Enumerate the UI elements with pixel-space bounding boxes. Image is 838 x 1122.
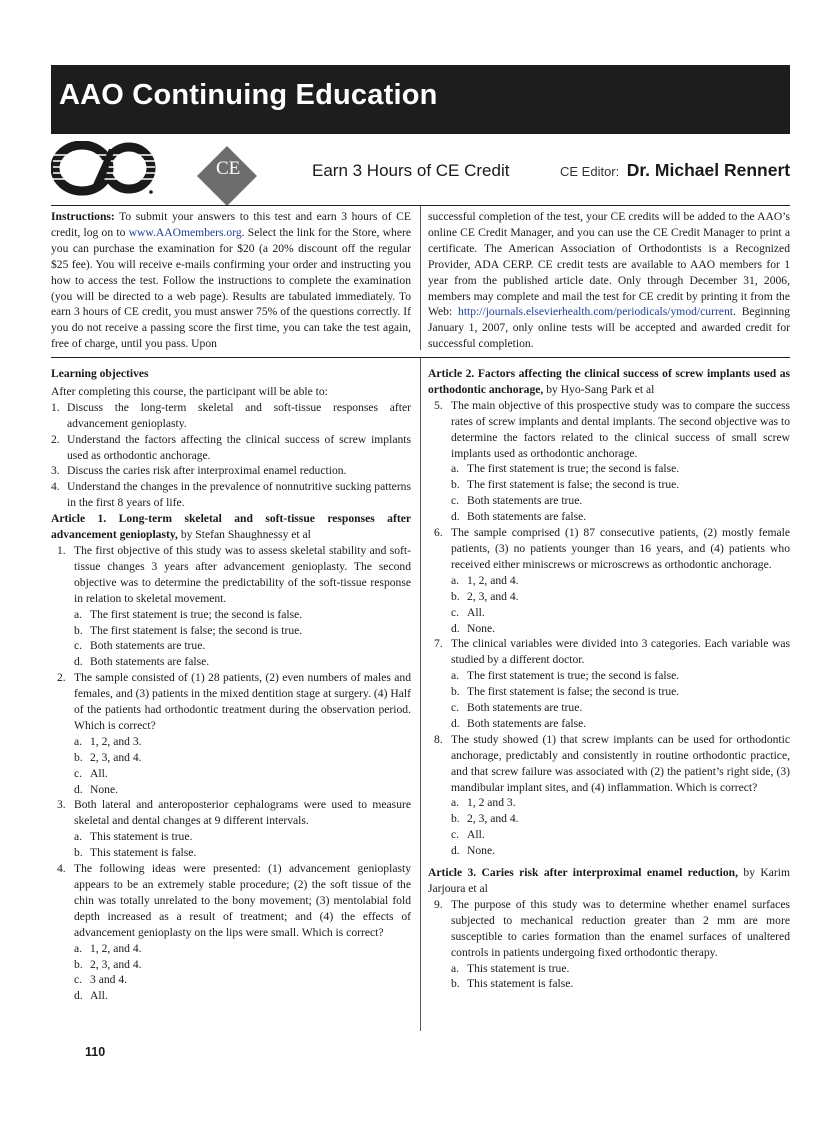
header-banner <box>51 65 790 134</box>
left-column <box>51 366 411 1004</box>
question-text: The purpose of this study was to determine whether enamel surfaces subjected to mechanical reduction greater than 2 mm are more susceptible to caries formation than the enamel surfaces of unaltered controls in patients undergoing fixed orthodontic therapy. <box>451 897 790 959</box>
answer-option: b. The first statement is false; the second is true. <box>451 685 680 699</box>
answer-option: d. None. <box>451 844 496 858</box>
objective-item: 4. Understand the changes in the prevalence of nonnutritive sucking patterns in the first 8 years of life. <box>51 480 411 510</box>
question-1: 1. The first objective of this study was to assess skeletal stability and soft-tissue changes 3 years after advancement genioplasty. The second objective was to determine the predictability of the soft-tissue response in relation to skeletal movement. a. The first statement is true; the second is false. b. The first statement is false; the second is true. c. Both statements are true. d. Both statements are false. <box>51 543 411 670</box>
ce-logo-c: CE <box>216 158 241 179</box>
question-6: 6. The sample comprised (1) 87 consecutive patients, (2) mostly female patients, (3) no patients younger than 16 years, and (4) patients who received either miniscrews or microscrews as orthodontic anchorage. a. 1, 2, and 4. b. 2, 3, and 4. c. All. d. None. <box>428 525 790 636</box>
answer-option: b. This statement is false. <box>451 977 574 991</box>
question-3: 3. Both lateral and anteroposterior cephalograms were used to measure skeletal and dental changes at 9 different intervals. a. This statement is true. b. This statement is false. <box>51 797 411 861</box>
answer-option: c. 3 and 4. <box>74 973 128 987</box>
answer-option: d. All. <box>74 989 108 1003</box>
answer-option: a. The first statement is true; the second is false. <box>74 607 303 621</box>
ce-editor <box>560 160 790 181</box>
article-3-authors: by Karim Jarjoura et al <box>428 866 790 895</box>
question-2: 2. The sample consisted of (1) 28 patients, (2) even numbers of males and females, and (3) patients in the mixed dentition stage at surgery. (4) Half of the patients had orthodontic treatment during the observation period. Which is correct? a. 1, 2, and 3. b. 2, 3, and 4. c. All. d. None. <box>51 670 411 797</box>
question-text: The study showed (1) that screw implants can be used for orthodontic anchorage, predictably and consistently in routine orthodontic practice, and that screw failure was associated with (2) the patient’s right side, (3) mandibular implant sites, and (4) inflammation. Which is correct? <box>451 732 790 794</box>
answer-option: a. 1, 2, and 4. <box>451 573 519 587</box>
answer-option: a. This statement is true. <box>451 961 570 975</box>
answer-option: a. 1, 2, and 4. <box>74 941 142 955</box>
article-3-heading <box>428 865 790 897</box>
answer-option: b. 2, 3, and 4. <box>74 750 142 764</box>
objective-item: 3. Discuss the caries risk after interproximal enamel reduction. <box>51 464 347 478</box>
answer-option: b. The first statement is false; the second is true. <box>451 478 680 492</box>
answer-option: c. Both statements are true. <box>451 701 583 715</box>
answer-option: d. Both statements are false. <box>451 510 587 524</box>
question-5: 5. The main objective of this prospective study was to compare the success rates of screw implants and dental implants. The second objective was to determine the factors related to the clinical success of small screw implants used as orthodontic anchorage. a. The first statement is true; the second is false. b. The first statement is false; the second is true. c. Both statements are true. d. Both statements are false. <box>428 398 790 525</box>
question-text: The sample consisted of (1) 28 patients, (2) even numbers of males and females, and (3) patients in the mixed dentition stage at surgery. (4) Half of the patients had orthodontic treatment during the observation period. Which is correct? <box>74 671 411 732</box>
question-8: 8. The study showed (1) that screw implants can be used for orthodontic anchorage, predictably and consistently in routine orthodontic practice, and that screw failure was associated with (2) the patient’s right side, (3) mandibular implant sites, and (4) inflammation. Which is correct? a. 1, 2 and 3. b. 2, 3, and 4. c. All. d. None. <box>428 732 790 859</box>
ce-editor-name: Dr. Michael Rennert <box>626 160 791 180</box>
answer-option: b. This statement is false. <box>74 846 197 860</box>
question-4: 4. The following ideas were presented: (1) advancement genioplasty appears to be an extremely stable procedure; (2) the soft tissue of the chin was totally unrelated to the bony movement; (3) mentolabial fold depth increased as a result of treatment; and (4) the effects of advancement genioplasty on the lips were small. Which is correct? a. 1, 2, and 4. b. 2, 3, and 4. c. 3 and 4. d. All. <box>51 861 411 1004</box>
answer-option: b. 2, 3, and 4. <box>451 812 519 826</box>
answer-option: a. 1, 2 and 3. <box>451 796 516 810</box>
instructions-text-3: successful completion of the test, your CE credits will be added to the AAO’s online CE Credit Manager, and you can use the CE Credit Manager to print a certificate. The American Association of Orthodontists is a Recognized Provider, ADA CERP. CE credit tests are available to AAO members for 1 year from the published article date. Only through December 31, 2006, members may complete and mail the test for CE credit by printing it from the Web: <box>428 210 790 319</box>
answer-option: c. All. <box>451 605 485 619</box>
page-number: 110 <box>85 1045 106 1059</box>
answer-option: b. The first statement is false; the second is true. <box>74 623 303 637</box>
instructions-text-2: . Select the link for the Store, where you can purchase the examination for $20 (a 20% discount off the regular $25 fee). You will receive e-mails confirming your order and instructing you how to access the test. Follow the instructions to complete the examination (you will be directed to a web page). Results are tabulated immediately. To earn 3 hours of CE credit, you must answer 75% of the questions correctly. If you do not receive a passing score the first time, you can take the test again, free of charge, until you pass. Upon <box>51 225 412 351</box>
article-3-title: Article 3. Caries risk after interproximal enamel reduction, <box>428 866 739 880</box>
body-column-divider <box>420 358 421 1031</box>
question-text: The main objective of this prospective study was to compare the success rates of screw implants and dental implants. The second objective was to determine the factors related to the clinical success of small screw implants used as orthodontic anchorage. <box>451 398 790 460</box>
answer-option: d. None. <box>451 621 496 635</box>
answer-option: b. 2, 3, and 4. <box>74 957 142 971</box>
article-1-title: Article 1. Long-term skeletal and soft-tissue responses after advancement genioplasty, <box>51 512 411 542</box>
right-column <box>428 366 790 992</box>
aao-members-link[interactable]: www.AAOmembers.org <box>128 225 242 239</box>
question-text: Both lateral and anteroposterior cephalograms were used to measure skeletal and dental changes at 9 different intervals. <box>74 798 411 828</box>
instructions-left <box>51 209 411 352</box>
answer-option: d. None. <box>74 782 119 796</box>
answer-option: a. 1, 2, and 3. <box>74 734 142 748</box>
article-2-authors: by Hyo-Sang Park et al <box>546 382 655 396</box>
answer-option: b. 2, 3, and 4. <box>451 589 519 603</box>
journal-link[interactable]: http://journals.elsevierhealth.com/periodicals/ymod/current <box>458 305 733 319</box>
answer-option: d. Both statements are false. <box>451 716 587 730</box>
answer-option: a. This statement is true. <box>74 830 193 844</box>
answer-option: c. Both statements are true. <box>451 494 583 508</box>
answer-option: c. All. <box>451 828 485 842</box>
article-2-heading <box>428 366 790 398</box>
instructions-label: Instructions: <box>51 210 115 223</box>
answer-option: c. All. <box>74 766 108 780</box>
aao-logo-icon <box>51 141 161 197</box>
question-text: The clinical variables were divided into 3 categories. Each variable was studied by a different doctor. <box>451 637 790 667</box>
objective-item: 2. Understand the factors affecting the clinical success of screw implants used as orthodontic anchorage. <box>51 432 411 462</box>
objectives-list <box>51 400 411 511</box>
ce-logo-icon <box>195 144 259 208</box>
question-7: 7. The clinical variables were divided into 3 categories. Each variable was studied by a different doctor. a. The first statement is true; the second is false. b. The first statement is false; the second is true. c. Both statements are true. d. Both statements are false. <box>428 636 790 731</box>
banner-title: AAO Continuing Education <box>59 79 438 111</box>
objectives-title: Learning objectives <box>51 367 149 380</box>
instructions-text-1: To submit your answers to this test and earn 3 hours of CE credit, log on to <box>51 210 411 239</box>
answer-option: a. The first statement is true; the second is false. <box>451 462 680 476</box>
answer-option: a. The first statement is true; the second is false. <box>451 669 680 683</box>
ce-editor-label: CE Editor: <box>560 164 620 179</box>
question-text: The following ideas were presented: (1) advancement genioplasty appears to be an extremely stable procedure; (2) the soft tissue of the chin was totally unrelated to the bony movement; (3) mentolabial fold depth increased as a result of treatment; and (4) the effects of advancement genioplasty on the lips were small. Which is correct? <box>74 862 411 939</box>
earn-credit-heading: Earn 3 Hours of CE Credit <box>312 161 510 180</box>
question-text: The first objective of this study was to assess skeletal stability and soft-tissue changes 3 years after advancement genioplasty. The second objective was to determine the predictability of the soft-tissue response in relation to skeletal movement. <box>74 543 411 605</box>
answer-option: d. Both statements are false. <box>74 655 210 669</box>
question-9: 9. The purpose of this study was to determine whether enamel surfaces subjected to mechanical reduction greater than 2 mm are more susceptible to caries formation than the enamel surfaces of unaltered controls in patients undergoing fixed orthodontic therapy. a. This statement is true. b. This statement is false. <box>428 897 790 992</box>
instructions-right <box>428 209 790 352</box>
answer-option: c. Both statements are true. <box>74 639 206 653</box>
objective-item: 1. Discuss the long-term skeletal and soft-tissue responses after advancement genioplasty. <box>51 400 411 430</box>
question-text: The sample comprised (1) 87 consecutive patients, (2) mostly female patients, (3) no patients younger than 16 years, and (4) patients who received either miniscrews or microscrews as orthodontic anchorage. <box>451 526 790 571</box>
objectives-intro: After completing this course, the participant will be able to: <box>51 384 328 398</box>
article-1-authors: by Stefan Shaughnessy et al <box>180 528 311 542</box>
instructions-text-4: . Beginning January 1, 2007, only online tests will be accepted and awarded credit for successful completion. <box>428 305 790 351</box>
article-1-heading <box>51 511 411 543</box>
article-2-title: Article 2. Factors affecting the clinical success of screw implants used as orthodontic anchorage, <box>428 367 790 396</box>
instructions-column-divider <box>420 206 421 350</box>
